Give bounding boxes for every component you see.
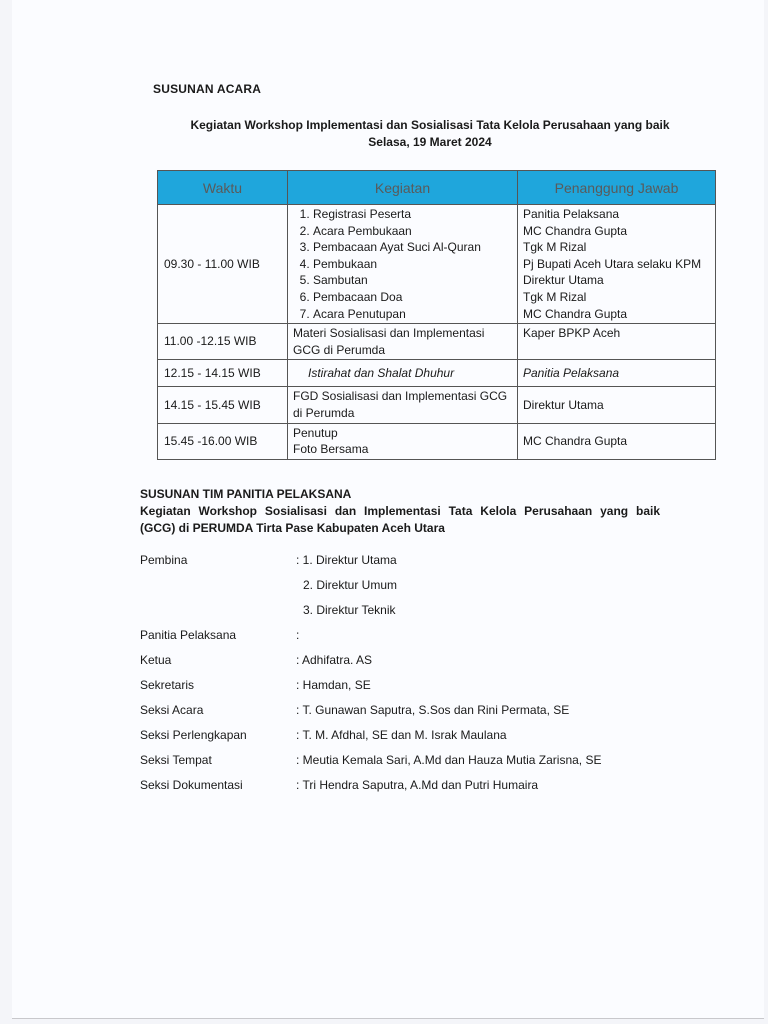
- list-item: 6. Pembacaan Doa: [313, 289, 512, 306]
- page-heading: SUSUNAN ACARA: [153, 82, 262, 96]
- committee-label: Pembina: [140, 553, 188, 567]
- list-item: 7. Acara Penutupan: [313, 306, 512, 323]
- committee-label: Panitia Pelaksana: [140, 628, 237, 642]
- header-kegiatan: Kegiatan: [288, 171, 518, 205]
- header-waktu: Waktu: [158, 171, 288, 205]
- committee-value: : T. M. Afdhal, SE dan M. Israk Maulana: [296, 728, 507, 742]
- table-row: [158, 387, 716, 423]
- time-cell: 11.00 -12.15 WIB: [158, 324, 288, 360]
- responsible-cell: Direktur Utama: [518, 387, 716, 423]
- responsible-cell: Kaper BPKP Aceh: [518, 324, 716, 360]
- list-item: 4. Pembukaan: [313, 256, 512, 273]
- activity-line: Penutup: [293, 425, 338, 440]
- responsible-line: Tgk M Rizal: [523, 240, 587, 255]
- committee-value: : T. Gunawan Saputra, S.Sos dan Rini Permata, SE: [296, 703, 570, 717]
- time-cell: 09.30 - 11.00 WIB: [158, 205, 288, 324]
- activity-cell: [288, 423, 518, 459]
- responsible-line: Direktur Utama: [523, 273, 604, 288]
- committee-value: : Tri Hendra Saputra, A.Md dan Putri Humaira: [296, 778, 539, 792]
- committee-label: Seksi Tempat: [140, 753, 212, 767]
- activity-line: Foto Bersama: [293, 442, 369, 457]
- activity-cell: [288, 205, 518, 324]
- committee-value: : 1. Direktur Utama: [296, 553, 397, 567]
- responsible-line: Panitia Pelaksana: [523, 207, 620, 221]
- committee-label: Ketua: [140, 653, 172, 667]
- committee-value: 3. Direktur Teknik: [303, 603, 396, 617]
- activity-cell: Istirahat dan Shalat Dhuhur: [288, 360, 518, 387]
- header-penanggung-jawab: Penanggung Jawab: [518, 171, 716, 205]
- activity-list: [293, 206, 512, 322]
- event-title: Kegiatan Workshop Implementasi dan Sosialisasi Tata Kelola Perusahaan yang baik: [190, 118, 670, 132]
- table-row: [158, 360, 716, 387]
- committee-value: :: [296, 628, 300, 642]
- time-cell: 12.15 - 14.15 WIB: [158, 360, 288, 387]
- committee-label: Seksi Acara: [140, 703, 204, 717]
- schedule-header-row: [158, 171, 716, 205]
- activity-cell: Materi Sosialisasi dan Implementasi GCG di Perumda: [288, 324, 518, 360]
- list-item: 5. Sambutan: [313, 272, 512, 289]
- responsible-cell: [518, 205, 716, 324]
- time-cell: 15.45 -16.00 WIB: [158, 423, 288, 459]
- committee-title-block: [140, 486, 660, 537]
- committee-subtitle-line1: Kegiatan Workshop Sosialisasi dan Implementasi Tata Kelola Perusahaan yang baik: [140, 504, 660, 518]
- committee-value: : Adhifatra. AS: [296, 653, 373, 667]
- committee-label: Sekretaris: [140, 678, 195, 692]
- responsible-line: MC Chandra Gupta: [523, 223, 628, 238]
- responsible-cell: MC Chandra Gupta: [518, 423, 716, 459]
- committee-title: SUSUNAN TIM PANITIA PELAKSANA: [140, 487, 352, 501]
- responsible-line: MC Chandra Gupta: [523, 306, 628, 321]
- committee-label: Seksi Dokumentasi: [140, 778, 243, 792]
- table-row: [158, 423, 716, 459]
- committee-subtitle-line2: (GCG) di PERUMDA Tirta Pase Kabupaten Aceh Utara: [140, 521, 445, 535]
- committee-label: Seksi Perlengkapan: [140, 728, 247, 742]
- list-item: 1. Registrasi Peserta: [313, 206, 512, 223]
- table-row: [158, 205, 716, 324]
- committee-value: : Meutia Kemala Sari, A.Md dan Hauza Mutia Zarisna, SE: [296, 753, 602, 767]
- list-item: 2. Acara Pembukaan: [313, 223, 512, 240]
- activity-cell: FGD Sosialisasi dan Implementasi GCG di Perumda: [288, 387, 518, 423]
- event-date: Selasa, 19 Maret 2024: [368, 135, 492, 149]
- committee-value: 2. Direktur Umum: [303, 578, 398, 592]
- responsible-cell: Panitia Pelaksana: [518, 360, 716, 387]
- time-cell: 14.15 - 15.45 WIB: [158, 387, 288, 423]
- committee-value: : Hamdan, SE: [296, 678, 371, 692]
- table-row: [158, 324, 716, 360]
- responsible-line: Pj Bupati Aceh Utara selaku KPM: [523, 256, 702, 271]
- list-item: 3. Pembacaan Ayat Suci Al-Quran: [313, 239, 512, 256]
- schedule-table: [157, 170, 716, 460]
- responsible-line: Tgk M Rizal: [523, 289, 587, 304]
